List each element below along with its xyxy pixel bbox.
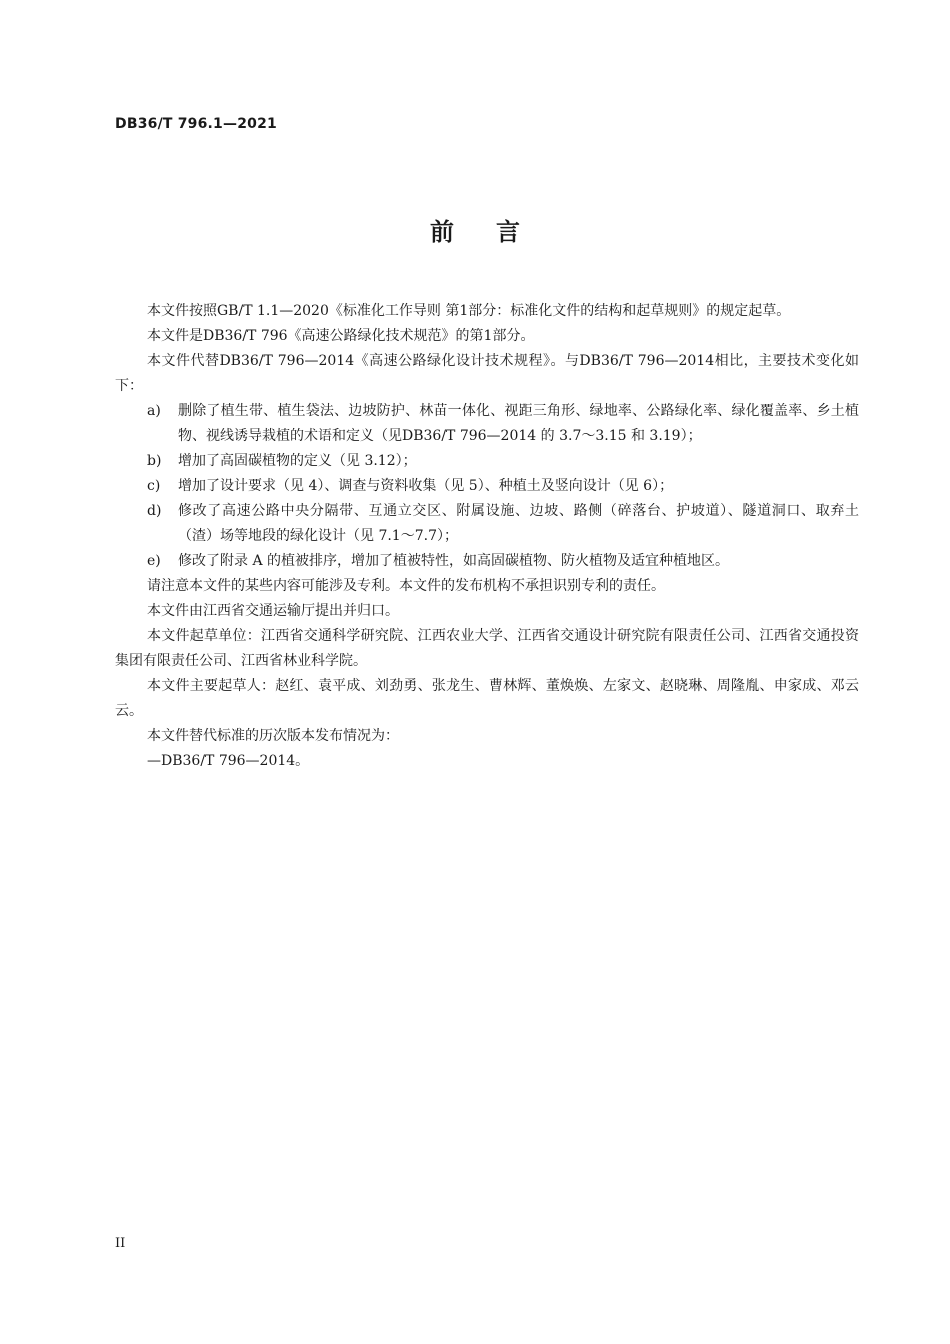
- list-item-text: 增加了设计要求（见 4）、调查与资料收集（见 5）、种植土及竖向设计（见 6）；: [178, 478, 674, 494]
- list-marker: e): [147, 553, 161, 569]
- list-item: [115, 399, 859, 449]
- page-number: II: [115, 1236, 126, 1251]
- list-item-text: 修改了附录 A 的植被排序，增加了植被特性，如高固碳植物、防火植物及适宜种植地区。: [178, 553, 730, 569]
- list-marker: c): [147, 478, 161, 494]
- paragraph-part-statement: 本文件是DB36/T 796《高速公路绿化技术规范》的第1部分。: [147, 328, 535, 344]
- paragraph-patent-notice: 请注意本文件的某些内容可能涉及专利。本文件的发布机构不承担识别专利的责任。: [147, 578, 665, 594]
- paragraph-history-intro: 本文件替代标准的历次版本发布情况为：: [147, 728, 399, 744]
- list-item-text: 删除了植生带、植生袋法、边坡防护、林苗一体化、视距三角形、绿地率、公路绿化率、绿化覆盖率、乡土植物、视线诱导栽植的术语和定义（见DB36/T 796—2014 的 3.7～3.15 和 3.19）；: [178, 403, 859, 444]
- page-title: 前言: [430, 218, 562, 246]
- paragraph-replacement: 本文件代替DB36/T 796—2014《高速公路绿化设计技术规程》。与DB36/T 796—2014相比，主要技术变化如下：: [115, 353, 859, 394]
- changes-list: [115, 399, 859, 574]
- paragraph-proposer: 本文件由江西省交通运输厅提出并归口。: [147, 603, 399, 619]
- list-marker: d): [147, 503, 162, 519]
- paragraph-drafting-units: 本文件起草单位：江西省交通科学研究院、江西农业大学、江西省交通设计研究院有限责任公司、江西省交通投资集团有限责任公司、江西省林业科学院。: [115, 628, 859, 669]
- list-item: [115, 474, 859, 499]
- list-marker: a): [147, 403, 161, 419]
- document-code: DB36/T 796.1—2021: [115, 116, 277, 132]
- list-marker: b): [147, 453, 162, 469]
- foreword-body: [115, 299, 859, 774]
- list-item: [115, 499, 859, 549]
- paragraph-drafting-rules: 本文件按照GB/T 1.1—2020《标准化工作导则 第1部分：标准化文件的结构和起草规则》的规定起草。: [147, 303, 791, 319]
- list-item: [115, 449, 859, 474]
- list-item-text: 增加了高固碳植物的定义（见 3.12）；: [178, 453, 417, 469]
- paragraph-history-item: —DB36/T 796—2014。: [147, 753, 310, 769]
- paragraph-drafters: 本文件主要起草人：赵红、袁平成、刘劲勇、张龙生、曹林辉、董焕焕、左家文、赵晓琳、周隆胤、申家成、邓云云。: [115, 678, 859, 719]
- list-item: [115, 549, 859, 574]
- list-item-text: 修改了高速公路中央分隔带、互通立交区、附属设施、边坡、路侧（碎落台、护坡道）、隧道洞口、取弃土（渣）场等地段的绿化设计（见 7.1～7.7）；: [178, 503, 859, 544]
